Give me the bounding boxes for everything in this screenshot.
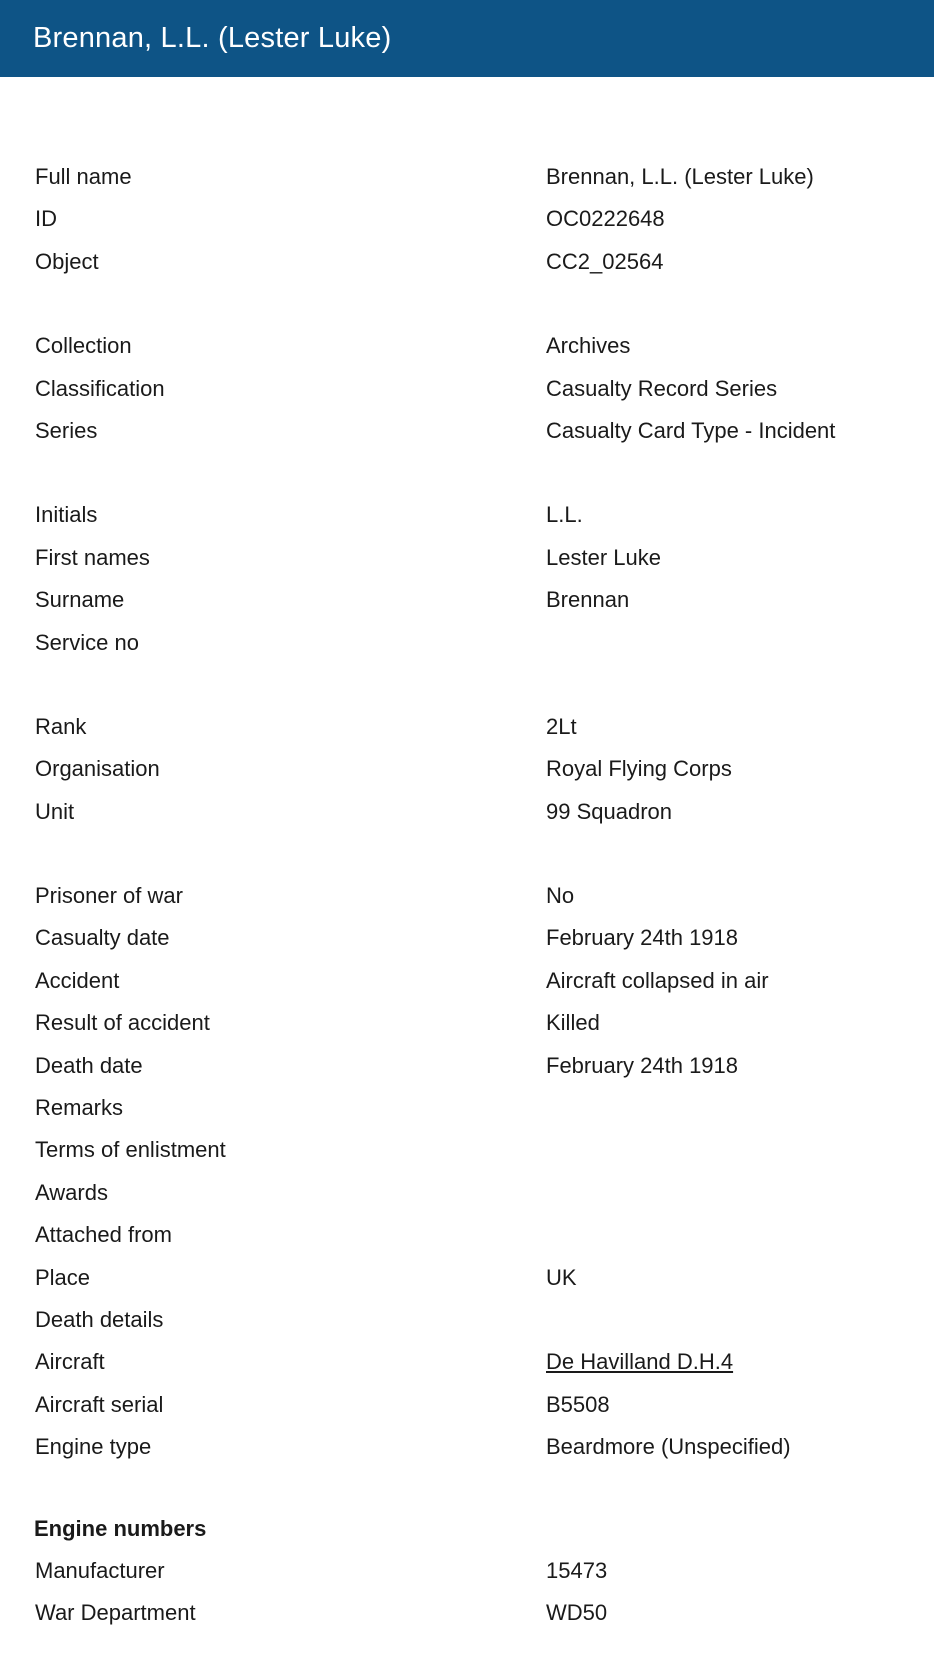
detail-row-first-names — [0, 545, 934, 587]
field-label: Prisoner of war — [35, 883, 183, 909]
collection-group — [0, 333, 934, 460]
section-heading: Engine numbers — [34, 1515, 207, 1541]
field-label: Series — [35, 417, 98, 443]
detail-row-series — [0, 418, 934, 460]
field-value: Royal Flying Corps — [546, 756, 732, 782]
engine-numbers-group — [0, 1516, 934, 1643]
detail-row-service-no — [0, 630, 934, 672]
detail-row-engine-type — [0, 1434, 934, 1476]
field-value: UK — [546, 1264, 577, 1290]
field-value: Aircraft collapsed in air — [546, 967, 769, 993]
detail-row-classification — [0, 376, 934, 418]
field-label: ID — [35, 206, 57, 232]
detail-row-death-details — [0, 1307, 934, 1349]
field-value: CC2_02564 — [546, 248, 664, 274]
field-value: Brennan, L.L. (Lester Luke) — [546, 164, 814, 189]
field-label: Aircraft — [35, 1349, 105, 1375]
casualty-group — [0, 883, 934, 1476]
field-value: Casualty Card Type - Incident — [546, 417, 836, 443]
field-value: Lester Luke — [546, 544, 661, 570]
field-value: L.L. — [546, 502, 583, 528]
field-value: 99 Squadron — [546, 798, 672, 824]
field-value: B5508 — [546, 1391, 610, 1417]
field-label: Accident — [35, 967, 120, 993]
field-value: 15473 — [546, 1557, 608, 1583]
field-value: 2Lt — [546, 713, 577, 739]
detail-row-accident — [0, 968, 934, 1010]
field-label: Service no — [35, 629, 139, 655]
field-label: Death date — [35, 1052, 143, 1078]
field-label: Full name — [35, 164, 132, 189]
field-value — [546, 1349, 934, 1375]
service-group — [0, 714, 934, 841]
record-details — [0, 77, 934, 1642]
field-label: Result of accident — [35, 1010, 210, 1036]
field-label: Attached from — [35, 1222, 172, 1248]
field-label: Awards — [35, 1179, 108, 1205]
field-value: Casualty Record Series — [546, 375, 778, 401]
detail-row-terms-of-enlistment — [0, 1137, 934, 1179]
field-label: Rank — [35, 713, 87, 739]
field-label: War Department — [35, 1599, 196, 1625]
detail-row-full-name — [0, 164, 934, 206]
detail-row-object — [0, 249, 934, 291]
field-value: Killed — [546, 1010, 600, 1036]
detail-row-rank — [0, 714, 934, 756]
field-value: Beardmore (Unspecified) — [546, 1434, 791, 1460]
field-value: February 24th 1918 — [546, 925, 739, 951]
identity-group — [0, 164, 934, 291]
field-label: Death details — [35, 1306, 164, 1332]
field-label: Unit — [35, 798, 75, 824]
detail-row-unit — [0, 799, 934, 841]
detail-row-collection — [0, 333, 934, 375]
detail-row-remarks — [0, 1095, 934, 1137]
field-label: Engine type — [35, 1434, 152, 1460]
detail-row-war-department — [0, 1600, 934, 1642]
detail-row-surname — [0, 587, 934, 629]
field-value: Brennan — [546, 587, 630, 613]
field-label: Casualty date — [35, 925, 170, 951]
field-label: Organisation — [35, 756, 160, 782]
page-header — [0, 0, 934, 77]
field-value: February 24th 1918 — [546, 1052, 739, 1078]
detail-row-awards — [0, 1180, 934, 1222]
field-label: Terms of enlistment — [35, 1137, 226, 1163]
field-value: WD50 — [546, 1599, 608, 1625]
field-label: Classification — [35, 375, 165, 401]
name-group — [0, 502, 934, 672]
detail-row-death-date — [0, 1053, 934, 1095]
detail-row-manufacturer — [0, 1558, 934, 1600]
detail-row-prisoner-of-war — [0, 883, 934, 925]
aircraft-link[interactable]: De Havilland D.H.4 — [546, 1349, 734, 1375]
field-label: First names — [35, 544, 150, 570]
detail-row-initials — [0, 502, 934, 544]
page-title: Brennan, L.L. (Lester Luke) — [33, 22, 392, 54]
field-label: Collection — [35, 333, 132, 359]
field-label: Manufacturer — [35, 1557, 165, 1583]
detail-row-attached-from — [0, 1222, 934, 1264]
field-value: OC0222648 — [546, 206, 665, 232]
field-value: Archives — [546, 333, 631, 359]
detail-row-casualty-date — [0, 925, 934, 967]
detail-row-place — [0, 1265, 934, 1307]
field-label: Aircraft serial — [35, 1391, 164, 1417]
detail-row-organisation — [0, 756, 934, 798]
field-label: Initials — [35, 502, 98, 528]
field-label: Object — [35, 248, 99, 274]
field-label: Surname — [35, 587, 125, 613]
field-value: No — [546, 883, 575, 909]
detail-row-aircraft — [0, 1349, 934, 1391]
detail-row-result-of-accident — [0, 1010, 934, 1052]
field-label: Place — [35, 1264, 91, 1290]
detail-row-id — [0, 206, 934, 248]
field-label: Remarks — [35, 1095, 124, 1121]
detail-row-aircraft-serial — [0, 1392, 934, 1434]
